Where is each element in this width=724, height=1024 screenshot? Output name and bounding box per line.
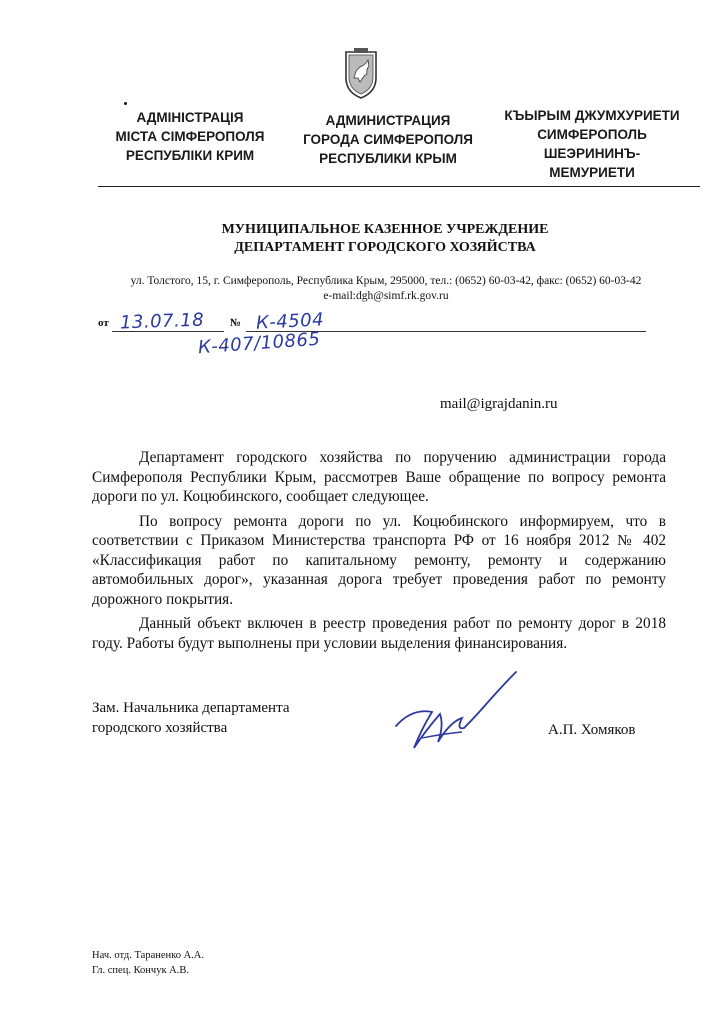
header-ukrainian [100,108,280,165]
signatory-title-line: городского хозяйства [92,720,228,736]
registration-number-label: № [230,317,242,329]
executors-footer [92,948,204,978]
body-paragraph: Данный объект включен в реестр проведения работ по ремонту дорог в 2018 году. Работы будут выполнены при условии выделения финансирования. [92,615,666,652]
header-russian [288,111,488,168]
body-paragraph: Департамент городского хозяйства по поручению администрации города Симферополя Республики Крым, рассмотрев Ваше обращение по вопросу ремонта дороги по ул. Коцюбинского, сообщает следующее. [92,449,666,505]
registration-from-label: от [98,317,109,329]
crimea-coat-of-arms-icon [340,48,382,100]
header-line: РЕСПУБЛІКИ КРИМ [125,148,255,163]
address-line: ул. Толстого, 15, г. Симферополь, Республика Крым, 295000, тел.: (0652) 60-03-42, факс: (0652) 60-03-42 [130,275,642,287]
body-paragraph: По вопросу ремонта дороги по ул. Коцюбинского информируем, что в соответствии с Приказом Министерства транспорта РФ от 16 ноября 2012 № 402 «Классификация работ по капитальному ремонту, ремонту и содержанию автомобильных дорог», указанная дорога требует проведения работ по ремонту дорожного покрытия. [92,512,666,608]
header-crimean-tatar [497,106,687,182]
recipient-email: mail@igrajdanin.ru [440,396,558,412]
signatory-name: А.П. Хомяков [548,722,636,738]
header-line: ШЕЭРИНИНЪ- [543,146,641,161]
header-divider [98,186,700,187]
letter-body [92,448,666,658]
header-line: РЕСПУБЛИКИ КРЫМ [319,151,457,166]
signatory-title [92,698,289,738]
handwritten-number: К-4504 [255,309,325,334]
address-email: e-mail:dgh@simf.rk.gov.ru [323,290,449,302]
scan-dot [124,102,127,105]
institution-name [150,221,620,257]
handwritten-signature [392,668,522,760]
header-line: КЪЫРЫМ ДЖУМХУРИЕТИ [504,108,680,123]
signatory-title-line: Зам. Начальника департамента [92,700,290,716]
header-line: АДМІНІСТРАЦІЯ [136,110,244,125]
handwritten-reference: К-407/10865 [197,328,322,359]
footer-line: Гл. спец. Кончук А.В. [92,965,190,976]
header-line: АДМИНИСТРАЦИЯ [325,113,451,128]
institution-line: МУНИЦИПАЛЬНОЕ КАЗЕННОЕ УЧРЕЖДЕНИЕ [221,222,549,237]
header-line: ГОРОДА СИМФЕРОПОЛЯ [303,132,473,147]
header-line: МІСТА СІМФЕРОПОЛЯ [115,129,265,144]
handwritten-date: 13.07.18 [119,309,205,334]
header-line: МЕМУРИЕТИ [549,165,635,180]
institution-address [86,274,686,304]
header-line: СИМФЕРОПОЛЬ [537,127,647,142]
footer-line: Нач. отд. Тараненко А.А. [92,950,204,961]
institution-line: ДЕПАРТАМЕНТ ГОРОДСКОГО ХОЗЯЙСТВА [234,240,536,255]
